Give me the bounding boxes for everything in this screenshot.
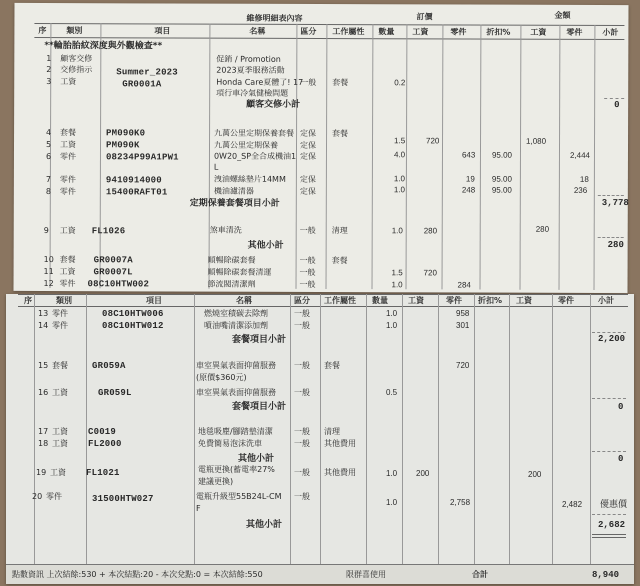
table-cell: PM090K0: [106, 128, 146, 139]
table-cell: 零件: [52, 321, 68, 330]
subtotal-value: 0: [618, 402, 624, 412]
subtotal-value: 3,778: [601, 197, 629, 209]
col-item: 項目: [146, 296, 162, 305]
col-parts-amount: 零件: [566, 27, 583, 37]
table-cell: 20: [32, 492, 43, 501]
table-cell: 一般: [294, 439, 310, 448]
table-cell: 2023夏季服務活動: [216, 65, 285, 75]
table-cell: 工資: [60, 77, 77, 87]
col-labor-amount: 工資: [530, 27, 547, 37]
table-cell: 項行車冷氣健檢問題: [216, 88, 289, 98]
table-cell: 工資: [59, 267, 76, 277]
col-discount: 折扣%: [478, 296, 503, 305]
table-cell: 13: [38, 309, 49, 318]
table-cell: 套餐: [332, 78, 349, 88]
table-cell: GR0007A: [93, 255, 133, 266]
table-cell: 08C10HTW002: [87, 279, 150, 290]
table-cell: 順暢除碳套餐清運: [207, 267, 272, 277]
col-subtotal: 小計: [598, 296, 614, 305]
table-cell: 顧客交修: [60, 54, 93, 64]
table-cell: 一般: [299, 267, 316, 277]
table-cell: 15: [38, 361, 49, 370]
subtotal-label: 其他小計: [238, 454, 275, 464]
table-cell: PM090K: [105, 140, 140, 151]
table-cell: 套餐: [332, 129, 349, 139]
points-footer: [6, 564, 634, 584]
table-cell: 一般: [294, 361, 310, 370]
table-cell: 清理: [331, 226, 348, 236]
invoice-page-top: [13, 3, 628, 293]
table-cell: 236: [573, 185, 588, 195]
table-cell: 一般: [299, 225, 316, 235]
table-cell: Summer_2023: [116, 67, 178, 78]
subtotal-value: 0: [618, 454, 624, 464]
table-cell: 284: [457, 280, 471, 290]
table-cell: 零件: [59, 279, 76, 289]
table-cell: 套餐: [324, 361, 340, 370]
table-cell: 248: [461, 185, 476, 195]
table-cell: 18: [38, 439, 49, 448]
table-cell: 零件: [59, 175, 76, 185]
col-name: 名稱: [249, 26, 266, 36]
table-cell: 零件: [46, 492, 62, 501]
table-cell: 工資: [52, 388, 68, 397]
list-price-header: 訂價: [416, 12, 433, 22]
table-cell: 7: [45, 175, 51, 185]
col-parts: 零件: [450, 27, 467, 37]
table-cell: 2,482: [562, 500, 583, 509]
points-info: 點數資訊 上次結餘:530 + 本次結點:20 - 本次兌點:0 = 本次結餘:550: [12, 570, 263, 579]
table-cell: 定保: [299, 140, 317, 150]
col-labor: 工資: [412, 27, 429, 37]
table-cell: 12: [43, 279, 54, 289]
table-cell: 2,758: [450, 498, 471, 507]
table-cell: 0.2: [394, 78, 406, 88]
col-section: 區分: [300, 26, 317, 36]
table-cell: 1.0: [391, 280, 403, 290]
table-cell: 8: [45, 187, 51, 197]
table-cell: F: [196, 504, 201, 513]
table-cell: 1.0: [386, 469, 398, 478]
table-cell: 1: [46, 54, 52, 64]
discount-price-note: 優惠價: [600, 500, 628, 510]
table-cell: GR059L: [98, 388, 132, 398]
table-cell: 6: [45, 152, 52, 162]
table-cell: 720: [456, 361, 470, 370]
table-cell: 機油濾清器: [213, 186, 254, 196]
table-cell: 643: [461, 150, 476, 160]
table-cell: 200: [416, 469, 430, 478]
table-cell: 08C10HTW006: [102, 309, 164, 319]
table-cell: 19: [465, 174, 475, 184]
table-cell: 16: [38, 388, 49, 397]
table-cell: 1.0: [386, 321, 398, 330]
section-title: **輪胎胎紋深度與外觀檢查**: [44, 41, 163, 52]
points-note: 限群喜使用: [346, 570, 386, 579]
table-cell: 14: [38, 321, 49, 330]
amount-header: 金額: [554, 10, 571, 20]
subtotal-label: 其他小計: [247, 240, 284, 251]
table-cell: 1,080: [526, 136, 547, 146]
table-cell: 節流閥清潔劑: [207, 279, 256, 289]
table-cell: 10: [43, 255, 54, 265]
table-cell: 17: [38, 427, 49, 436]
table-cell: 零件: [52, 309, 68, 318]
col-attr: 工作屬性: [324, 296, 356, 305]
col-category: 類別: [66, 26, 83, 36]
table-cell: 1.5: [394, 136, 406, 146]
table-cell: 一般: [299, 279, 316, 289]
table-cell: 1.0: [386, 309, 398, 318]
table-cell: 4: [46, 128, 52, 138]
table-cell: 順暢除碳套餐: [207, 255, 256, 265]
col-category: 類別: [56, 296, 72, 305]
table-cell: 95.00: [491, 185, 512, 195]
table-cell: 套餐: [52, 361, 68, 370]
table-cell: 地毯吸塵/腳踏墊清潔: [198, 427, 273, 436]
table-cell: 零件: [59, 187, 76, 197]
table-cell: 1.0: [393, 174, 406, 184]
subtotal-value: 2,200: [598, 334, 626, 344]
table-cell: 95.00: [491, 174, 512, 184]
table-cell: GR0001A: [122, 79, 162, 90]
table-cell: 9410914000: [105, 175, 162, 186]
table-cell: 5: [45, 140, 52, 150]
table-cell: 零件: [59, 152, 76, 162]
table-cell: 1.0: [386, 498, 398, 507]
table-cell: 200: [528, 470, 542, 479]
subtotal-label: 顧客交修小計: [246, 99, 301, 110]
table-cell: 一般: [294, 321, 310, 330]
table-cell: 08C10HTW012: [102, 321, 164, 331]
table-cell: 1.5: [391, 268, 403, 278]
table-cell: 18: [579, 174, 589, 184]
table-cell: 4.0: [393, 150, 406, 160]
col-subtotal: 小計: [602, 27, 619, 38]
col-parts: 零件: [446, 296, 462, 305]
table-cell: 9: [43, 226, 49, 236]
table-cell: 套餐: [331, 256, 348, 266]
table-cell: 車室異氣表面抑菌服務: [196, 388, 276, 397]
table-cell: 建議更換): [198, 477, 234, 486]
table-cell: 3: [46, 77, 52, 87]
table-cell: 1.0: [393, 185, 405, 195]
table-cell: 一般: [300, 77, 317, 87]
table-cell: 交修指示: [60, 65, 93, 75]
table-cell: 一般: [294, 468, 310, 477]
col-item: 項目: [154, 26, 171, 36]
col-labor-amount: 工資: [516, 296, 532, 305]
table-cell: 其他費用: [324, 439, 356, 448]
table-cell: 套餐: [59, 255, 76, 265]
subtotal-value: 0: [614, 100, 620, 111]
table-cell: 2,444: [569, 150, 591, 160]
table-cell: 19: [36, 468, 47, 477]
col-discount: 折扣%: [486, 27, 511, 37]
subtotal-value: 280: [607, 240, 624, 251]
table-cell: 一般: [299, 255, 316, 265]
table-cell: 720: [423, 268, 437, 278]
table-cell: 958: [456, 309, 470, 318]
table-cell: FL1026: [91, 226, 126, 237]
table-cell: 九萬公里定期保養: [213, 140, 279, 150]
table-cell: C0019: [88, 427, 117, 437]
table-cell: 定保: [299, 174, 316, 184]
col-parts-amount: 零件: [558, 296, 574, 305]
table-cell: 噴油嘴清潔添加劑: [204, 321, 268, 330]
table-cell: 11: [43, 267, 54, 277]
table-cell: 一般: [294, 309, 310, 318]
table-cell: 九萬公里定期保養套餐: [214, 128, 295, 138]
table-cell: 工資: [50, 468, 66, 477]
table-cell: 2: [46, 65, 52, 75]
table-cell: 0.5: [386, 388, 398, 397]
col-name: 名稱: [236, 296, 252, 305]
table-title: 維修明細表內容: [246, 13, 303, 23]
table-cell: 工資: [59, 226, 76, 236]
col-section: 區分: [294, 296, 310, 305]
table-cell: L: [213, 162, 219, 172]
table-cell: 工資: [59, 140, 77, 150]
col-qty: 數量: [378, 27, 395, 37]
table-cell: 一般: [294, 427, 310, 436]
table-cell: 套餐: [60, 128, 77, 138]
table-cell: (原價$360元): [196, 373, 247, 382]
table-cell: 一般: [294, 388, 310, 397]
col-qty: 數量: [372, 296, 388, 305]
table-cell: 15400RAFT01: [105, 187, 168, 198]
grand-total-label: 合計: [472, 570, 488, 579]
subtotal-label: 其他小計: [246, 520, 283, 530]
col-labor: 工資: [408, 296, 424, 305]
table-cell: Honda Care夏體了! 17: [216, 77, 304, 87]
table-cell: FL2000: [88, 439, 122, 449]
table-cell: 車室異氣表面抑菌服務: [196, 361, 276, 370]
table-cell: 電瓶更換(蓄電率27%: [198, 465, 275, 474]
table-cell: 工資: [52, 439, 68, 448]
table-cell: 其他費用: [324, 468, 356, 477]
subtotal-label: 定期保養套餐項目小計: [189, 198, 280, 209]
table-cell: 280: [535, 224, 550, 234]
table-cell: 清理: [324, 427, 340, 436]
col-seq: 序: [38, 26, 47, 36]
subtotal-value: 2,682: [598, 520, 626, 530]
table-cell: 一般: [294, 492, 310, 501]
subtotal-label: 套餐項目小計: [232, 402, 287, 412]
table-cell: 301: [456, 321, 470, 330]
table-cell: GR0007L: [93, 267, 133, 278]
table-cell: 0W20_SP全合成機油1: [213, 151, 297, 161]
table-cell: 工資: [52, 427, 68, 436]
table-cell: 720: [426, 136, 440, 146]
table-cell: 電瓶升級型55B24L-CM: [196, 492, 282, 501]
table-cell: 洩油螺絲墊片14MM: [213, 174, 286, 184]
table-cell: 280: [423, 226, 438, 236]
col-attr: 工作屬性: [332, 27, 365, 37]
subtotal-label: 套餐項目小計: [232, 335, 287, 345]
table-cell: 免費簡易泡沫洗車: [198, 439, 262, 448]
grand-total-value: 8,940: [592, 570, 620, 580]
col-seq: 序: [24, 296, 32, 305]
table-cell: 95.00: [491, 150, 513, 160]
table-cell: GR059A: [92, 361, 126, 371]
table-cell: 31500HTW027: [92, 494, 154, 504]
table-cell: 燃燒室積碳去除劑: [204, 309, 268, 318]
table-cell: 08234P99A1PW1: [105, 152, 179, 163]
table-cell: 1.0: [391, 226, 403, 236]
table-cell: 定保: [300, 128, 317, 138]
table-cell: 煞車清洗: [209, 225, 242, 235]
table-cell: 促銷 / Promotion: [216, 54, 281, 64]
invoice-page-bottom: [6, 294, 634, 584]
table-cell: 定保: [299, 186, 316, 196]
table-cell: 定保: [299, 151, 316, 161]
table-cell: FL1021: [86, 468, 120, 478]
